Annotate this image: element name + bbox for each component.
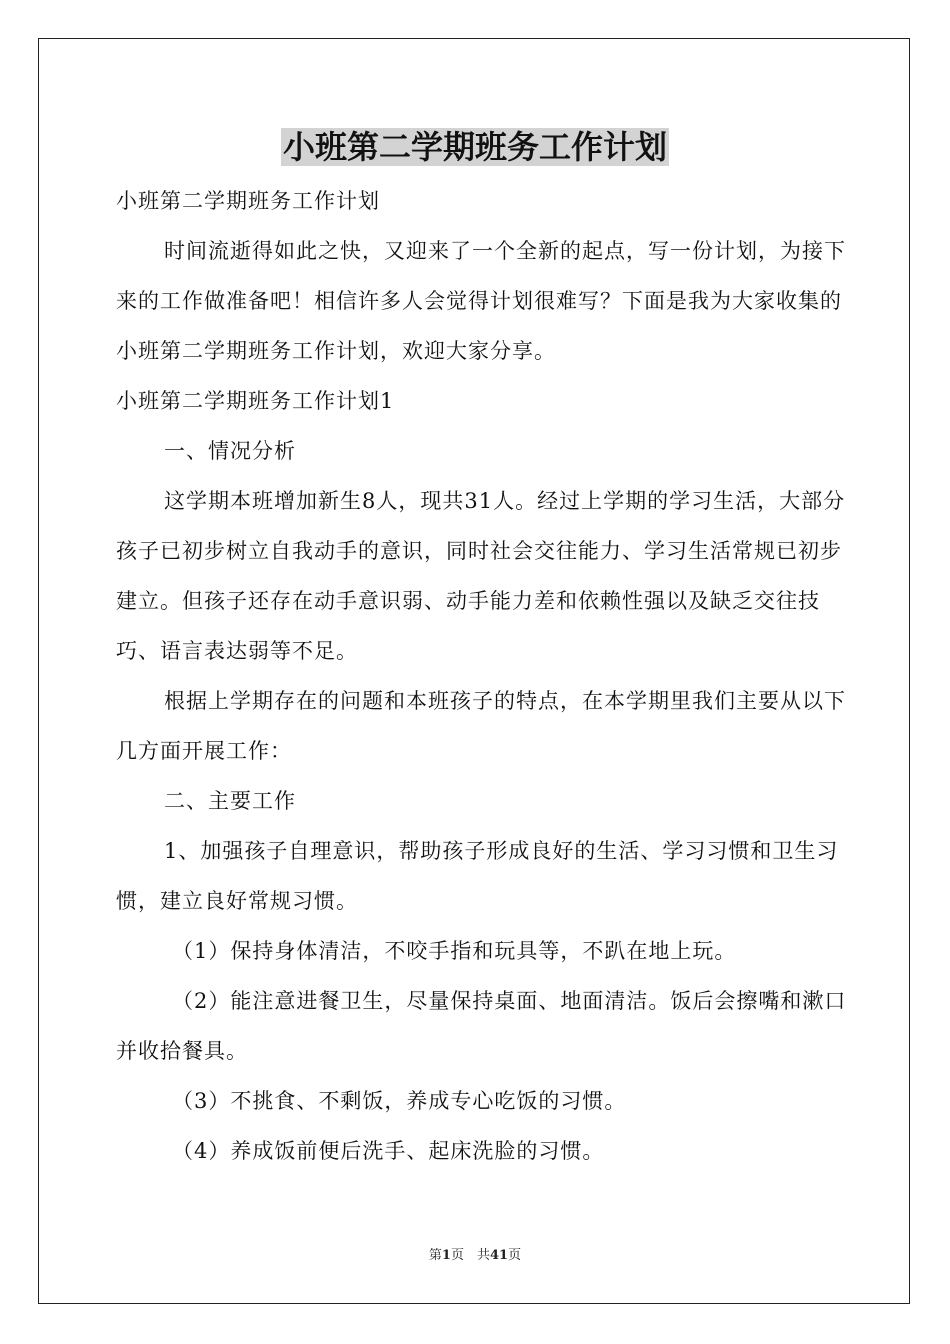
analysis-paragraph: 这学期本班增加新生8人，现共31人。经过上学期的学习生活，大部分孩子已初步树立自我动手的意识，同时社会交往能力、学习生活常规已初步建立。但孩子还存在动手意识弱、动手能力差和依赖性强以及缺乏交往技巧、语言表达弱等不足。 [116, 489, 846, 663]
sub-item-1: （1）保持身体清洁，不咬手指和玩具等，不趴在地上玩。 [172, 939, 737, 963]
document-title-text: 小班第二学期班务工作计划 [282, 128, 667, 166]
page-mid: 页 共 [450, 1248, 490, 1263]
sub-item-2: （2）能注意进餐卫生，尽量保持桌面、地面清洁。饭后会擦嘴和漱口并收拾餐具。 [116, 989, 847, 1063]
heading-situation-analysis: 一、情况分析 [164, 439, 296, 463]
page-prefix: 第 [428, 1248, 442, 1263]
page-suffix: 页 [508, 1248, 522, 1263]
document-body [116, 176, 854, 1176]
subtitle-line: 小班第二学期班务工作计划 [116, 189, 380, 213]
section-title: 小班第二学期班务工作计划1 [116, 389, 395, 413]
work-item-1: 1、加强孩子自理意识，帮助孩子形成良好的生活、学习习惯和卫生习惯，建立良好常规习惯。 [116, 839, 839, 913]
plan-paragraph: 根据上学期存在的问题和本班孩子的特点，在本学期里我们主要从以下几方面开展工作： [116, 689, 846, 763]
page-total-number: 41 [489, 1248, 509, 1263]
document-title [0, 124, 950, 170]
page-footer [0, 1246, 950, 1266]
page-current-number: 1 [441, 1248, 451, 1263]
heading-main-work: 二、主要工作 [164, 789, 296, 813]
sub-item-3: （3）不挑食、不剩饭，养成专心吃饭的习惯。 [172, 1089, 627, 1113]
sub-item-4: （4）养成饭前便后洗手、起床洗脸的习惯。 [172, 1139, 605, 1163]
intro-paragraph: 时间流逝得如此之快，又迎来了一个全新的起点，写一份计划，为接下来的工作做准备吧！相信许多人会觉得计划很难写？下面是我为大家收集的小班第二学期班务工作计划，欢迎大家分享。 [116, 239, 846, 363]
